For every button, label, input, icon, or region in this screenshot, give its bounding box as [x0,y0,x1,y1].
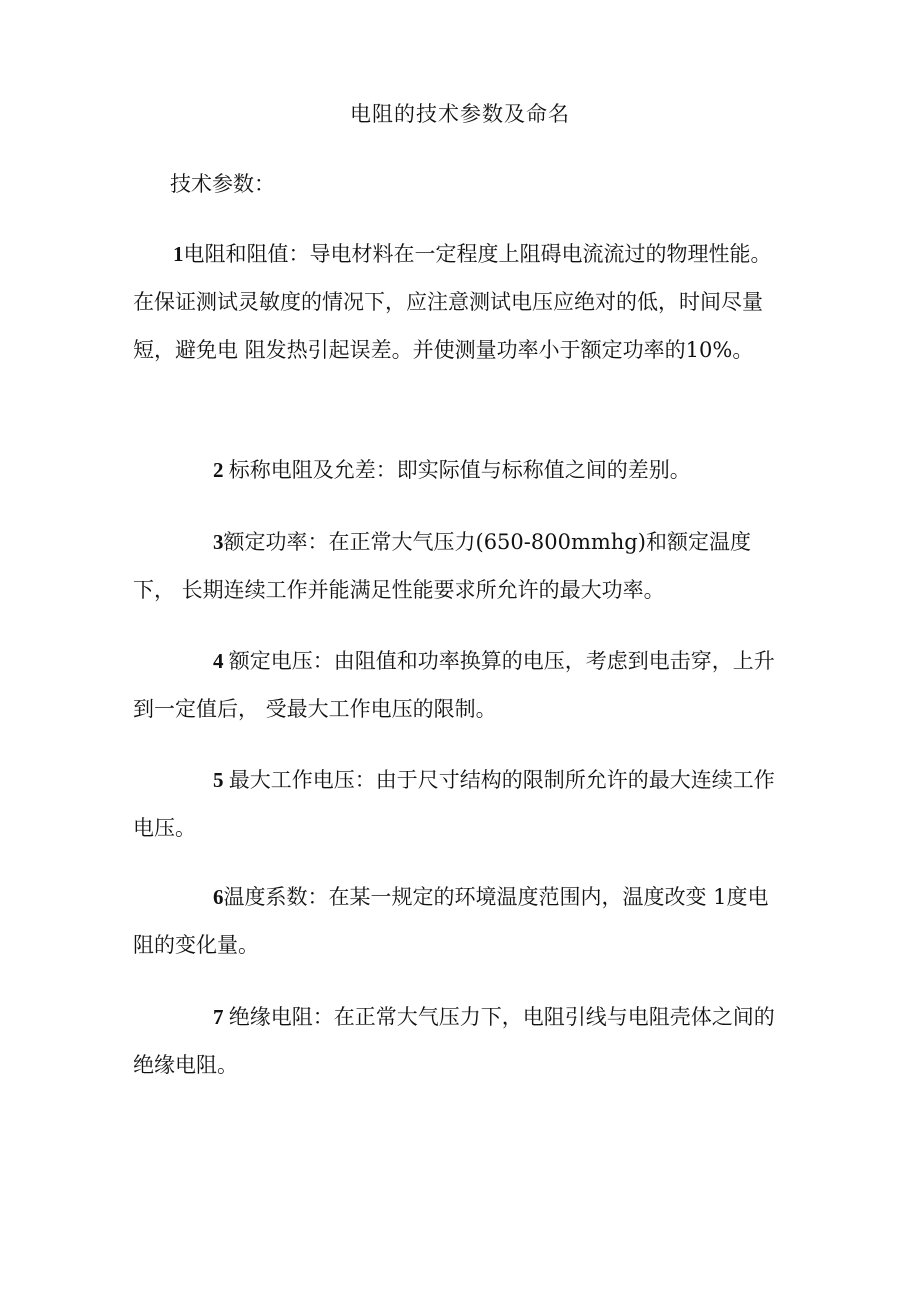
paragraph-6 [133,873,783,969]
paragraph-4 [133,637,783,733]
paragraph-text: 最大工作电压：由于尺寸结构的限制所允许的最大连续工作电压。 [133,768,775,840]
paragraph-number: 7 [213,1005,229,1029]
paragraph-number: 1 [173,242,184,266]
paragraph-text: 绝缘电阻：在正常大气压力下，电阻引线与电阻壳体之间的绝缘电阻。 [133,1005,775,1077]
paragraph-number: 2 [213,458,229,482]
paragraph-text: 额定功率：在正常大气压力(650-800mmhg)和额定温度下， 长期连续工作并能满足性能要求所允许的最大功率。 [133,530,751,602]
paragraph-text: 温度系数：在某一规定的环境温度范围内，温度改变 1度电阻的变化量。 [133,885,769,957]
document-title: 电阻的技术参数及命名 [350,102,570,126]
paragraph-number: 4 [213,649,229,673]
paragraph-number: 6 [213,885,224,909]
paragraph-text: 标称电阻及允差：即实际值与标称值之间的差别。 [228,458,691,482]
paragraph-number: 5 [213,768,229,792]
paragraph-number: 3 [213,530,224,554]
section-label: 技术参数： [170,172,275,196]
paragraph-text: 额定电压：由阻值和功率换算的电压，考虑到电击穿，上升到一定值后， 受最大工作电压的限制。 [133,649,775,721]
paragraph-7 [133,993,783,1089]
paragraph-5 [133,756,783,852]
paragraph-text: 电阻和阻值：导电材料在一定程度上阻碍电流流过的物理性能。 在保证测试灵敏度的情况下，应注意测试电压应绝对的低，时间尽量短，避免电 阻发热引起误差。并使测量功率小于额定功率的10%。 [133,242,772,362]
paragraph-2 [133,446,783,494]
paragraph-1 [133,230,783,374]
paragraph-3 [133,518,783,614]
